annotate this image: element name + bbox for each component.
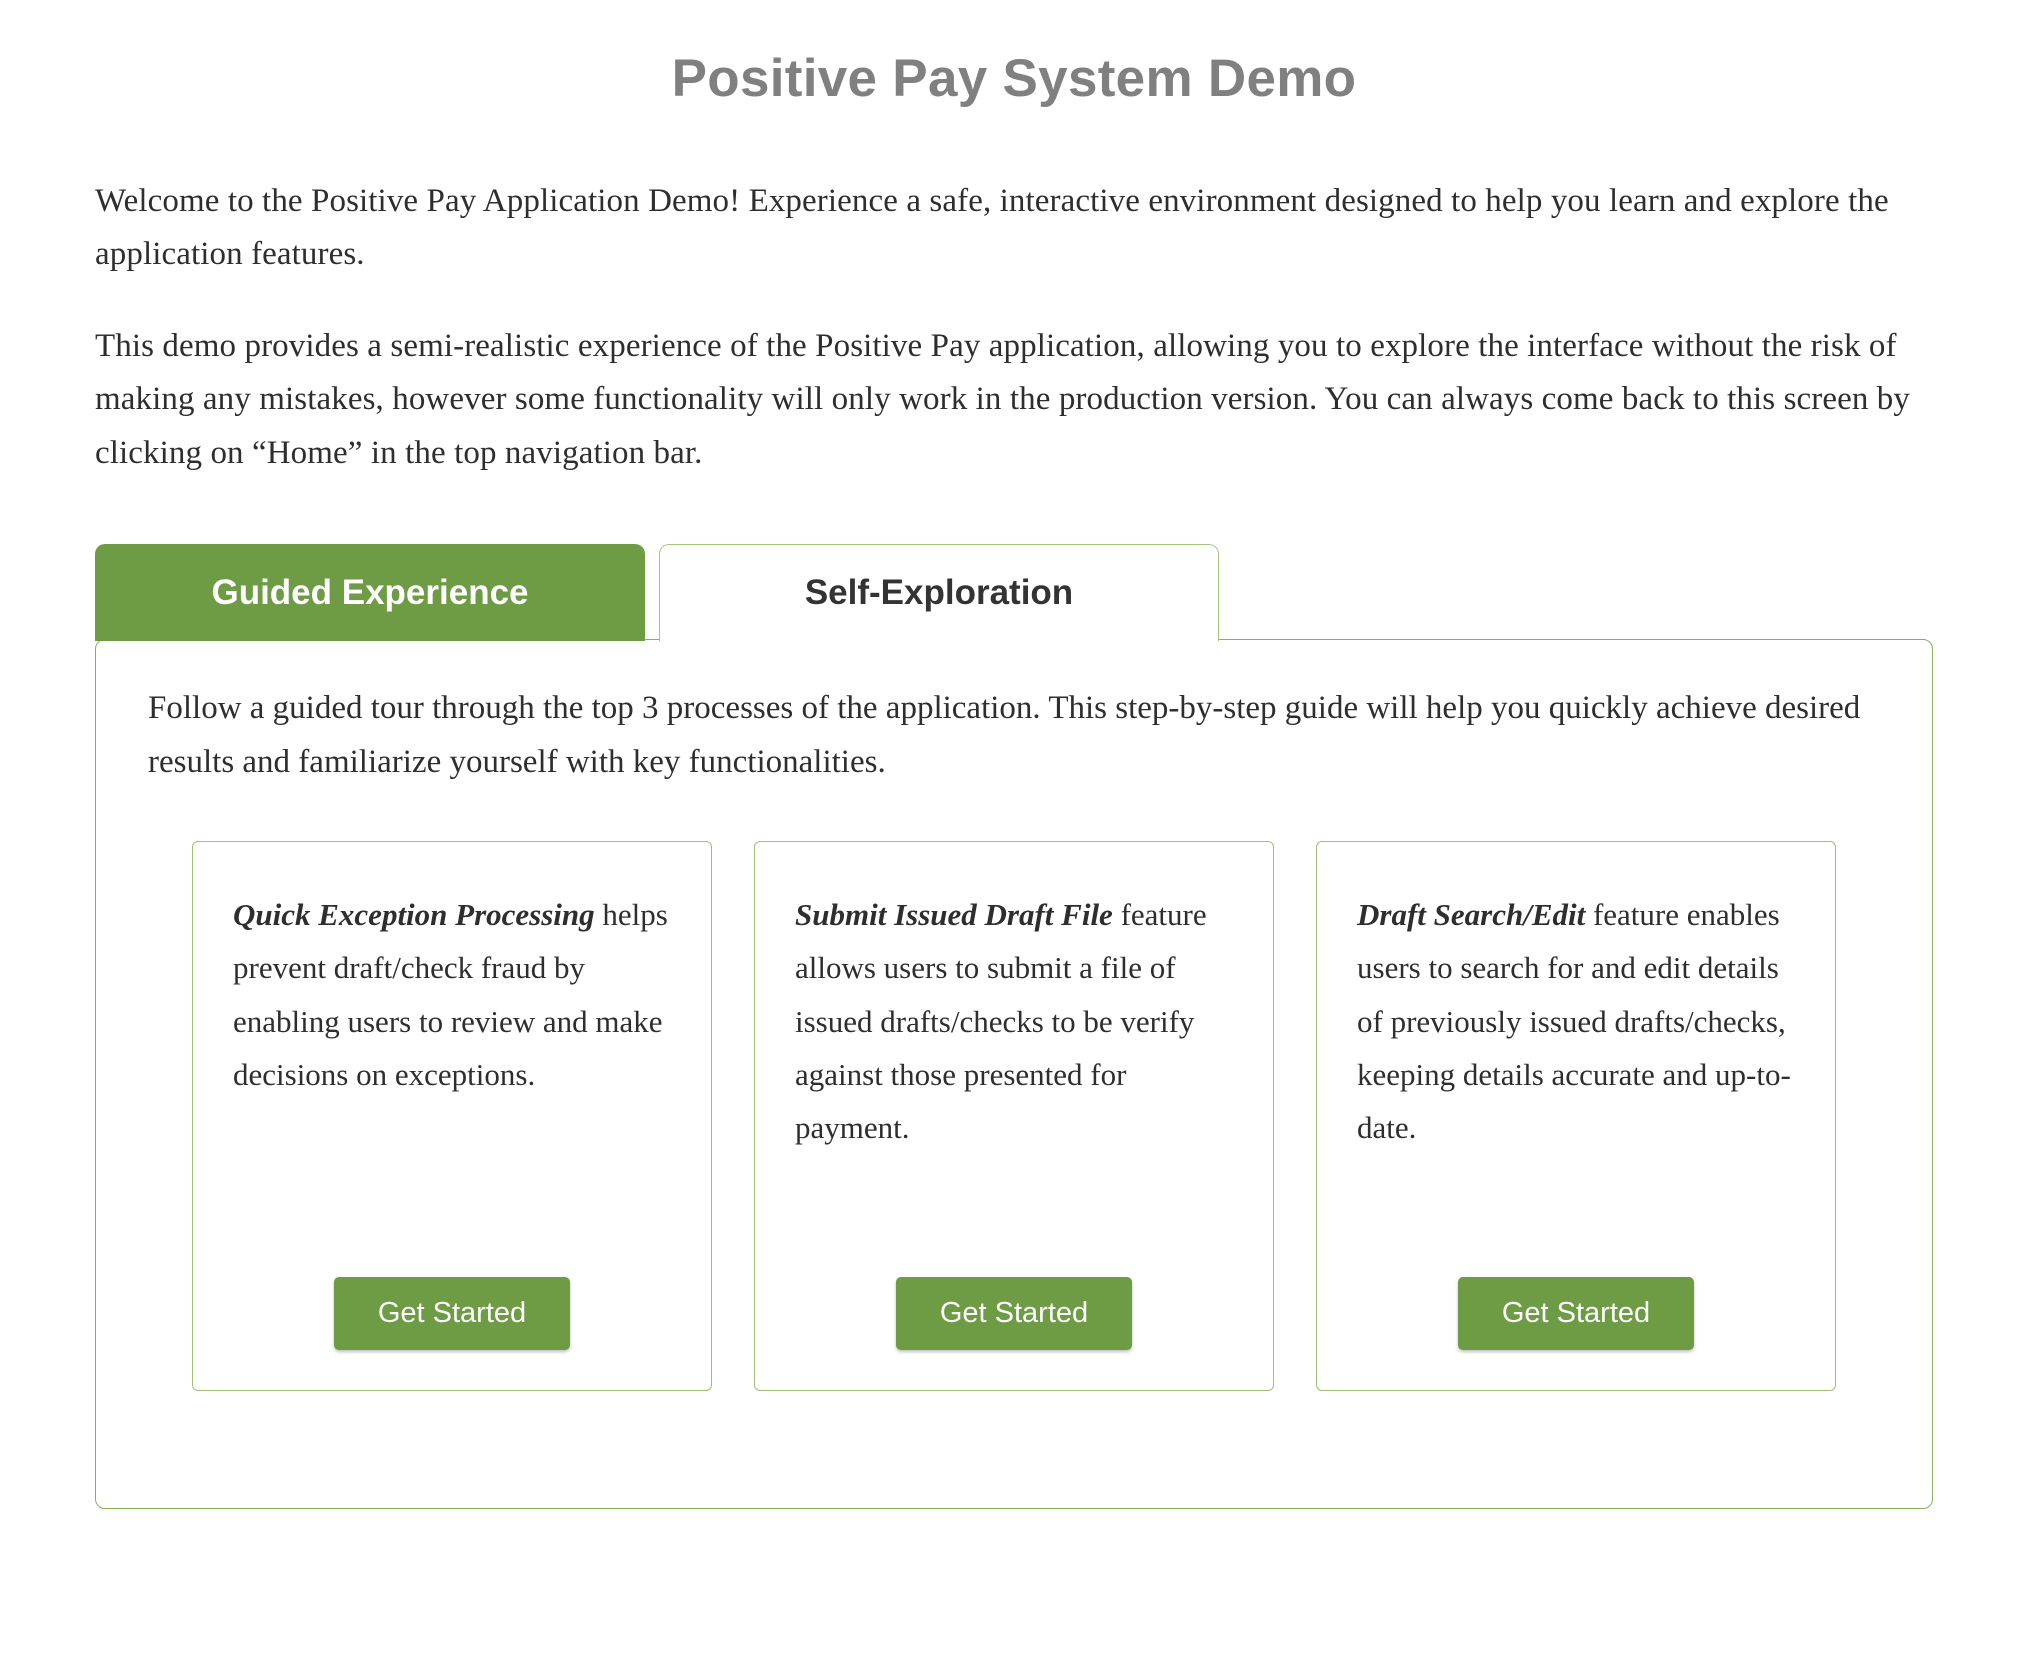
- card-description: feature enables users to search for and edit details of previously issued drafts/checks, keeping details accurate and up-to-date.: [1357, 897, 1791, 1146]
- card-text: [233, 888, 671, 1101]
- process-card-list: [140, 841, 1888, 1391]
- card-description: helps prevent draft/check fraud by enabling users to review and make decisions on exceptions.: [233, 897, 668, 1093]
- intro-paragraph-2: This demo provides a semi-realistic experience of the Positive Pay application, allowing you to explore the interface without the risk of making any mistakes, however some functionality will only work in the production version. You can always come back to this screen by clicking on “Home” in the top navigation bar.: [95, 327, 1911, 471]
- tab-guided-experience[interactable]: [95, 544, 645, 641]
- card-term: Quick Exception Processing: [233, 897, 595, 933]
- page-title: Positive Pay System Demo: [671, 49, 1357, 108]
- get-started-button-draft-search-edit[interactable]: Get Started: [1458, 1277, 1694, 1350]
- tab-strip: [95, 544, 1933, 641]
- card-text: [795, 888, 1233, 1155]
- guided-experience-panel: [95, 639, 1933, 1509]
- intro-section: [95, 175, 1933, 480]
- tabs-container: [95, 544, 1933, 1509]
- get-started-button-submit-issued-draft-file[interactable]: Get Started: [896, 1277, 1132, 1350]
- intro-paragraph-1: Welcome to the Positive Pay Application Demo! Experience a safe, interactive environment designed to help you learn and explore the application features.: [95, 183, 1889, 273]
- panel-description: Follow a guided tour through the top 3 processes of the application. This step-by-step guide will help you quickly achieve desired results and familiarize yourself with key functionalities.: [148, 690, 1861, 780]
- card-action-row: [233, 1243, 671, 1350]
- card-term: Draft Search/Edit: [1357, 897, 1586, 933]
- card-action-row: [1357, 1243, 1795, 1350]
- card-text: [1357, 888, 1795, 1155]
- card-term: Submit Issued Draft File: [795, 897, 1113, 933]
- tab-self-exploration[interactable]: [659, 544, 1219, 641]
- card-action-row: [795, 1243, 1233, 1350]
- card-quick-exception-processing: [192, 841, 712, 1391]
- card-description: feature allows users to submit a file of issued drafts/checks to be verify against those presented for payment.: [795, 897, 1207, 1146]
- tab-guided-experience-label: Guided Experience: [211, 573, 529, 613]
- tab-self-exploration-label: Self-Exploration: [804, 573, 1074, 613]
- get-started-button-quick-exception-processing[interactable]: Get Started: [334, 1277, 570, 1350]
- card-draft-search-edit: [1316, 841, 1836, 1391]
- card-submit-issued-draft-file: [754, 841, 1274, 1391]
